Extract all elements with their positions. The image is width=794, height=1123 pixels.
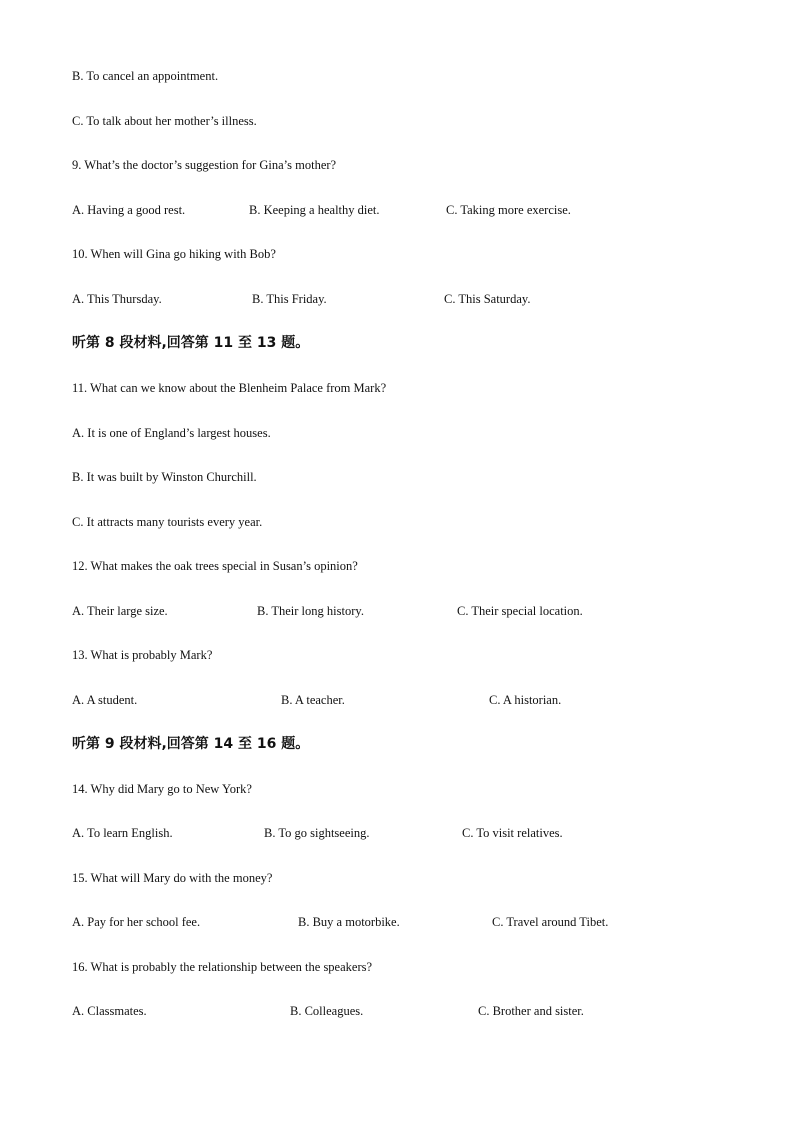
- q9-question: 9. What’s the doctor’s suggestion for Gina’s mother?: [72, 158, 337, 172]
- q15-option-c: C. Travel around Tibet.: [492, 915, 609, 929]
- q8-option-c: C. To talk about her mother’s illness.: [72, 114, 257, 128]
- q12-option-b: B. Their long history.: [257, 604, 364, 618]
- q9-option-b: B. Keeping a healthy diet.: [249, 203, 380, 217]
- q16-option-c: C. Brother and sister.: [478, 1004, 584, 1018]
- section-9-heading: 听第 9 段材料,回答第 14 至 16 题。: [72, 736, 310, 752]
- q13-option-a: A. A student.: [72, 693, 138, 707]
- q10-option-b: B. This Friday.: [252, 292, 327, 306]
- q13-option-b: B. A teacher.: [281, 693, 345, 707]
- q14-option-c: C. To visit relatives.: [462, 826, 563, 840]
- q14-question: 14. Why did Mary go to New York?: [72, 782, 252, 796]
- q10-option-a: A. This Thursday.: [72, 292, 162, 306]
- q12-question: 12. What makes the oak trees special in Susan’s opinion?: [72, 559, 358, 573]
- q11-option-a: A. It is one of England’s largest houses.: [72, 426, 271, 440]
- q10-option-c: C. This Saturday.: [444, 292, 531, 306]
- q15-option-a: A. Pay for her school fee.: [72, 915, 201, 929]
- q16-option-b: B. Colleagues.: [290, 1004, 364, 1018]
- section-8-heading: 听第 8 段材料,回答第 11 至 13 题。: [72, 335, 310, 351]
- q12-option-a: A. Their large size.: [72, 604, 168, 618]
- q11-option-c: C. It attracts many tourists every year.: [72, 515, 263, 529]
- q12-option-c: C. Their special location.: [457, 604, 583, 618]
- q16-option-a: A. Classmates.: [72, 1004, 147, 1018]
- q16-question: 16. What is probably the relationship between the speakers?: [72, 960, 373, 974]
- q14-option-a: A. To learn English.: [72, 826, 173, 840]
- q11-option-b: B. It was built by Winston Churchill.: [72, 470, 257, 484]
- q10-question: 10. When will Gina go hiking with Bob?: [72, 247, 276, 261]
- q9-option-c: C. Taking more exercise.: [446, 203, 571, 217]
- q8-option-b: B. To cancel an appointment.: [72, 69, 219, 83]
- q13-question: 13. What is probably Mark?: [72, 648, 213, 662]
- q9-option-a: A. Having a good rest.: [72, 203, 186, 217]
- q15-option-b: B. Buy a motorbike.: [298, 915, 400, 929]
- q13-option-c: C. A historian.: [489, 693, 562, 707]
- q11-question: 11. What can we know about the Blenheim Palace from Mark?: [72, 381, 387, 395]
- q15-question: 15. What will Mary do with the money?: [72, 871, 273, 885]
- q14-option-b: B. To go sightseeing.: [264, 826, 370, 840]
